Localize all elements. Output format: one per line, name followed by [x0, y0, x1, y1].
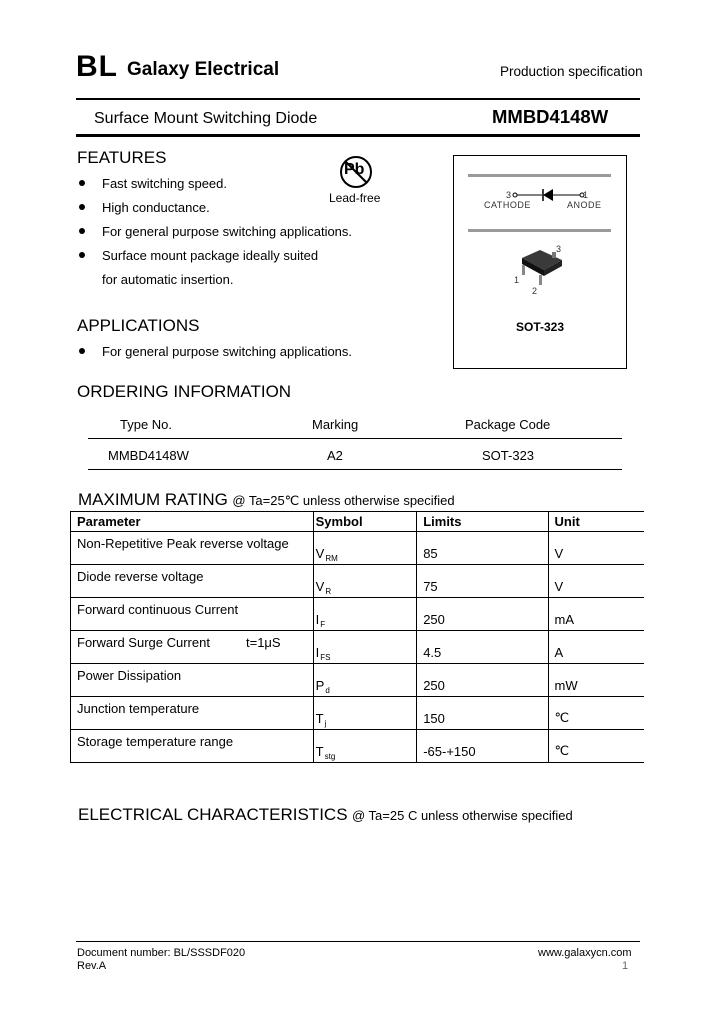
page-number: 1 [622, 960, 629, 972]
bullet-icon [79, 180, 85, 186]
subtitle-rule [76, 134, 640, 137]
unit-cell: ℃ [548, 730, 644, 763]
ordering-title: ORDERING INFORMATION [77, 382, 292, 401]
symbol-cell: $I_F$ [313, 598, 417, 631]
header-unit: Unit [548, 512, 644, 532]
company-name: Galaxy Electrical [127, 59, 280, 80]
symbol-cell: $V_{RM}$ [313, 532, 417, 565]
sot323-package-icon [512, 244, 572, 290]
symbol-cell: $I_{FS}$ [313, 631, 417, 664]
ordering-header-type: Type No. [120, 417, 173, 432]
applications-title: APPLICATIONS [77, 316, 200, 335]
max-rating-title: MAXIMUM RATING [78, 490, 228, 509]
max-rating-heading [78, 490, 455, 510]
pin1-number: 1 [583, 190, 589, 200]
ordering-header-marking: Marking [312, 417, 359, 432]
package-rule-bottom [468, 229, 611, 232]
bullet-icon [79, 228, 85, 234]
spec-type: Production specification [500, 64, 643, 79]
lead-free-label: Lead-free [329, 191, 381, 205]
bullet-icon [79, 348, 85, 354]
package-rule-top [468, 174, 611, 177]
table-row [71, 730, 645, 763]
header-symbol: Symbol [313, 512, 417, 532]
limit-cell: -65-+150 [417, 730, 548, 763]
ordering-marking-value: A2 [327, 448, 343, 463]
feature-item-continuation: for automatic insertion. [102, 272, 234, 287]
features-title: FEATURES [77, 148, 167, 167]
document-number: Document number: BL/SSSDF020 [77, 947, 246, 959]
param-cell: Diode reverse voltage [71, 565, 314, 598]
revision: Rev.A [77, 960, 107, 972]
unit-cell: A [548, 631, 644, 664]
table-row [71, 565, 645, 598]
ordering-package-value: SOT-323 [482, 448, 535, 463]
symbol-cell: $T_j$ [313, 697, 417, 730]
param-cell: Power Dissipation [71, 664, 314, 697]
bullet-icon [79, 204, 85, 210]
table-row [71, 532, 645, 565]
symbol-cell: $T_{stg}$ [313, 730, 417, 763]
ordering-header-package: Package Code [465, 417, 551, 432]
document-subtitle: Surface Mount Switching Diode [94, 110, 318, 127]
ordering-type-value: MMBD4148W [108, 448, 189, 463]
ordering-header-rule [88, 438, 622, 439]
param-condition: t=1μS [246, 635, 281, 650]
package-name: SOT-323 [515, 320, 565, 334]
website-link[interactable]: www.galaxycn.com [538, 947, 632, 959]
electrical-heading [78, 805, 573, 825]
unit-cell: ℃ [548, 697, 644, 730]
cathode-label: CATHODE [484, 200, 531, 210]
max-rating-table [70, 511, 644, 763]
package-diagram-box [453, 155, 627, 369]
package-pin3-label: 3 [556, 244, 562, 254]
limit-cell: 4.5 [417, 631, 548, 664]
lead-free-symbol: Pb [344, 161, 365, 178]
header-rule [76, 98, 640, 100]
unit-cell: V [548, 565, 644, 598]
footer-rule [76, 941, 640, 942]
table-row [71, 598, 645, 631]
symbol-cell: $V_R$ [313, 565, 417, 598]
header-limits: Limits [417, 512, 548, 532]
symbol-cell: $P_d$ [313, 664, 417, 697]
part-number: MMBD4148W [492, 106, 609, 127]
limit-cell: 250 [417, 664, 548, 697]
param-cell: Non-Repetitive Peak reverse voltage [71, 532, 314, 565]
pin3-number: 3 [506, 190, 512, 200]
limit-cell: 75 [417, 565, 548, 598]
table-header-row [71, 512, 645, 532]
ordering-bottom-rule [88, 469, 622, 470]
table-row [71, 631, 645, 664]
table-row [71, 664, 645, 697]
param-cell: Junction temperature [71, 697, 314, 730]
limit-cell: 85 [417, 532, 548, 565]
bullet-icon [79, 252, 85, 258]
electrical-title: ELECTRICAL CHARACTERISTICS [78, 805, 348, 824]
table-row [71, 697, 645, 730]
param-cell: Forward Surge Current t=1μS [71, 631, 314, 664]
header-parameter: Parameter [71, 512, 314, 532]
param-cell: Forward continuous Current [71, 598, 314, 631]
company-logo-bl: BL [76, 50, 118, 83]
unit-cell: V [548, 532, 644, 565]
electrical-condition: @ Ta=25 C unless otherwise specified [351, 808, 573, 823]
anode-label: ANODE [567, 200, 602, 210]
package-pin2-label: 2 [532, 286, 538, 296]
lead-free-icon [336, 154, 376, 190]
limit-cell: 150 [417, 697, 548, 730]
limit-cell: 250 [417, 598, 548, 631]
unit-cell: mW [548, 664, 644, 697]
max-rating-condition: @ Ta=25℃ unless otherwise specified [232, 493, 455, 508]
unit-cell: mA [548, 598, 644, 631]
param-cell: Storage temperature range [71, 730, 314, 763]
package-pin1-label: 1 [514, 275, 520, 285]
